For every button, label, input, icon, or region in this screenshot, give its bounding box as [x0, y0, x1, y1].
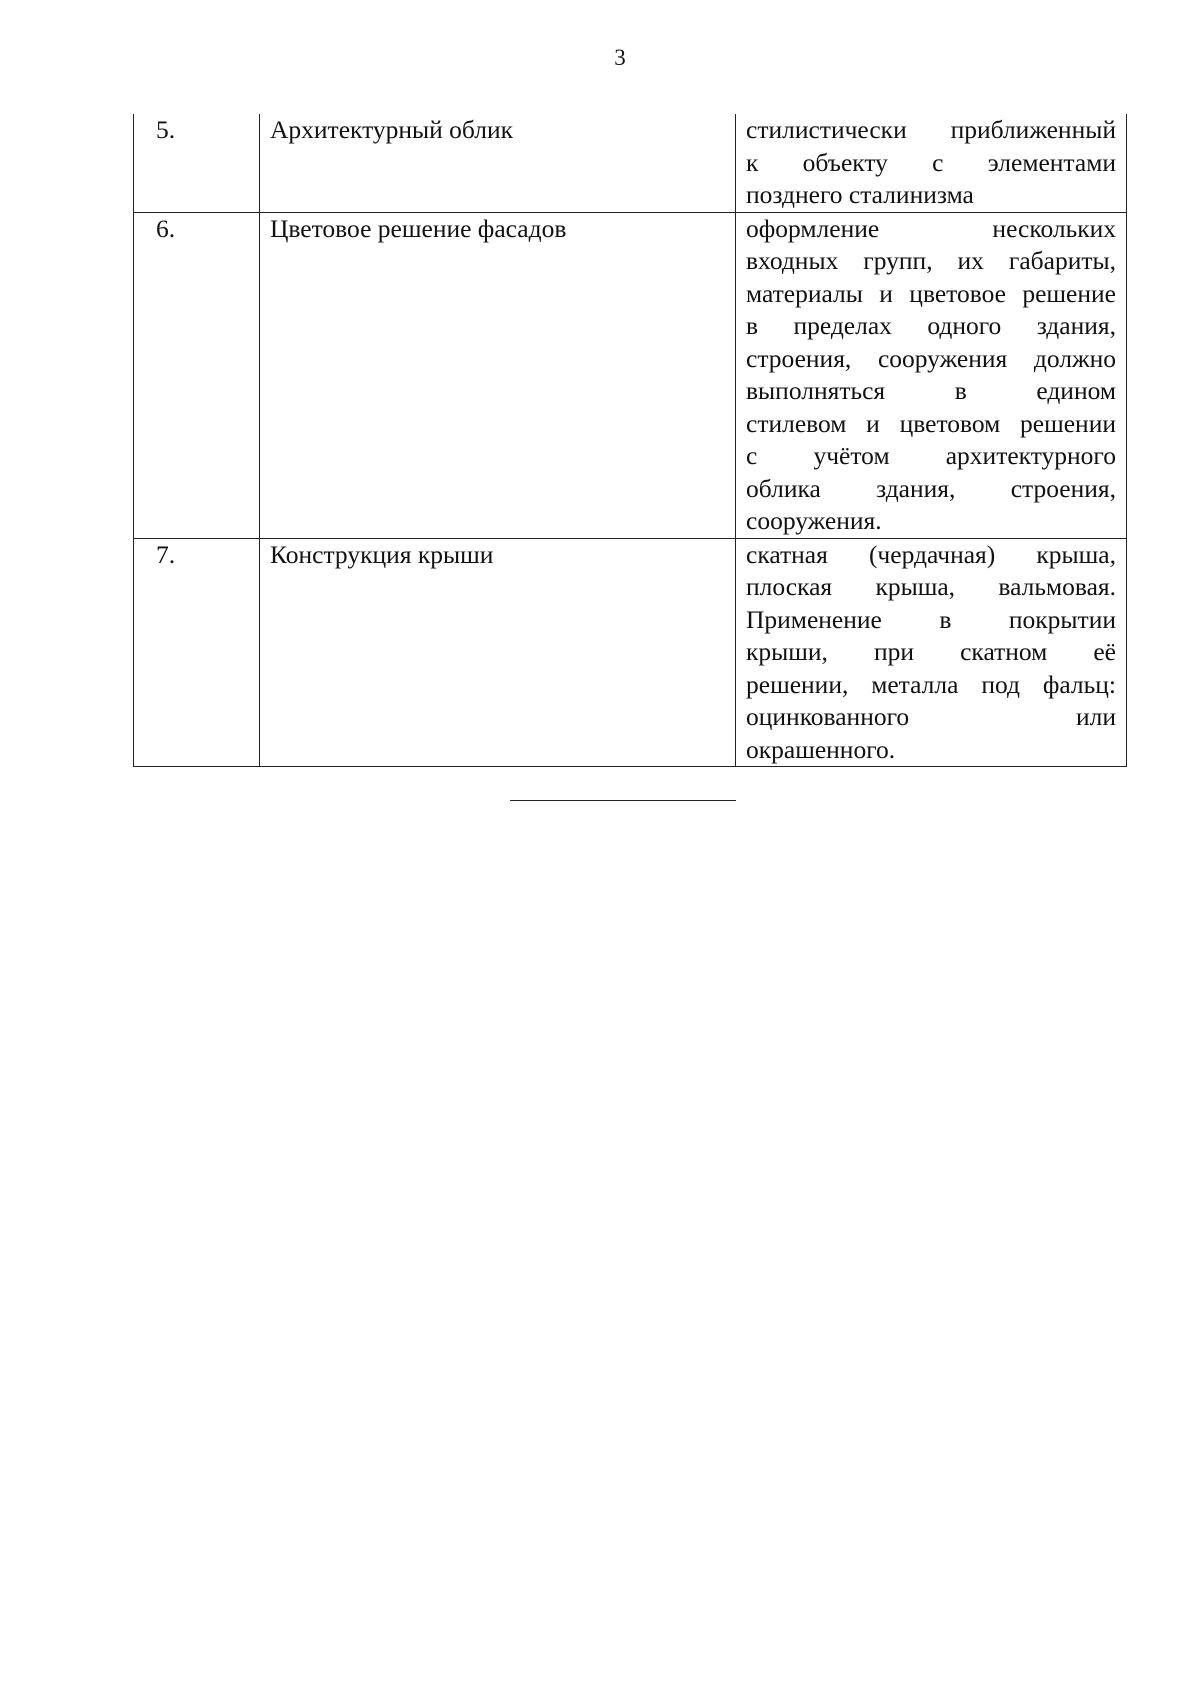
description-line: позднего сталинизма: [746, 180, 974, 209]
description-line: к объекту с элементами: [746, 147, 1116, 177]
end-of-document-rule: [510, 800, 736, 801]
description-line: окрашенного.: [746, 734, 896, 764]
description-line: с учётом архитектурного: [746, 441, 1116, 470]
row-parameter-name: Конструкция крыши: [260, 538, 736, 767]
row-number: 5.: [134, 114, 260, 212]
row-description: [736, 212, 1127, 538]
table-row: [134, 114, 1127, 212]
description-line: выполняться в едином: [746, 376, 1116, 405]
description-line: материалы и цветовое решение: [746, 278, 1116, 308]
description-line: строения, сооружения должно: [746, 343, 1116, 373]
requirements-table: [133, 114, 1127, 767]
description-line: стилевом и цветовом решении: [746, 408, 1116, 438]
table-row: [134, 212, 1127, 538]
row-number: 7.: [134, 538, 260, 767]
description-line: решении, металла под фальц:: [746, 669, 1116, 699]
page-number: 3: [614, 45, 626, 70]
description-line: скатная (чердачная) крыша,: [746, 539, 1116, 569]
description-line: облика здания, строения,: [746, 473, 1116, 503]
description-line: оформление нескольких: [746, 213, 1116, 243]
row-description: [736, 538, 1127, 767]
description-line: в пределах одного здания,: [746, 311, 1116, 340]
row-description: [736, 114, 1127, 212]
description-line: входных групп, их габариты,: [746, 246, 1116, 275]
row-parameter-name: Архитектурный облик: [260, 114, 736, 212]
row-parameter-name: Цветовое решение фасадов: [260, 212, 736, 538]
description-line: сооружения.: [746, 506, 882, 535]
table-row: [134, 538, 1127, 767]
description-line: оцинкованного или: [746, 702, 1116, 731]
row-number: 6.: [134, 212, 260, 538]
description-line: плоская крыша, вальмовая.: [746, 572, 1116, 601]
description-line: крыши, при скатном её: [746, 637, 1116, 666]
description-line: стилистически приближенный: [746, 115, 1116, 144]
description-line: Применение в покрытии: [746, 604, 1116, 634]
